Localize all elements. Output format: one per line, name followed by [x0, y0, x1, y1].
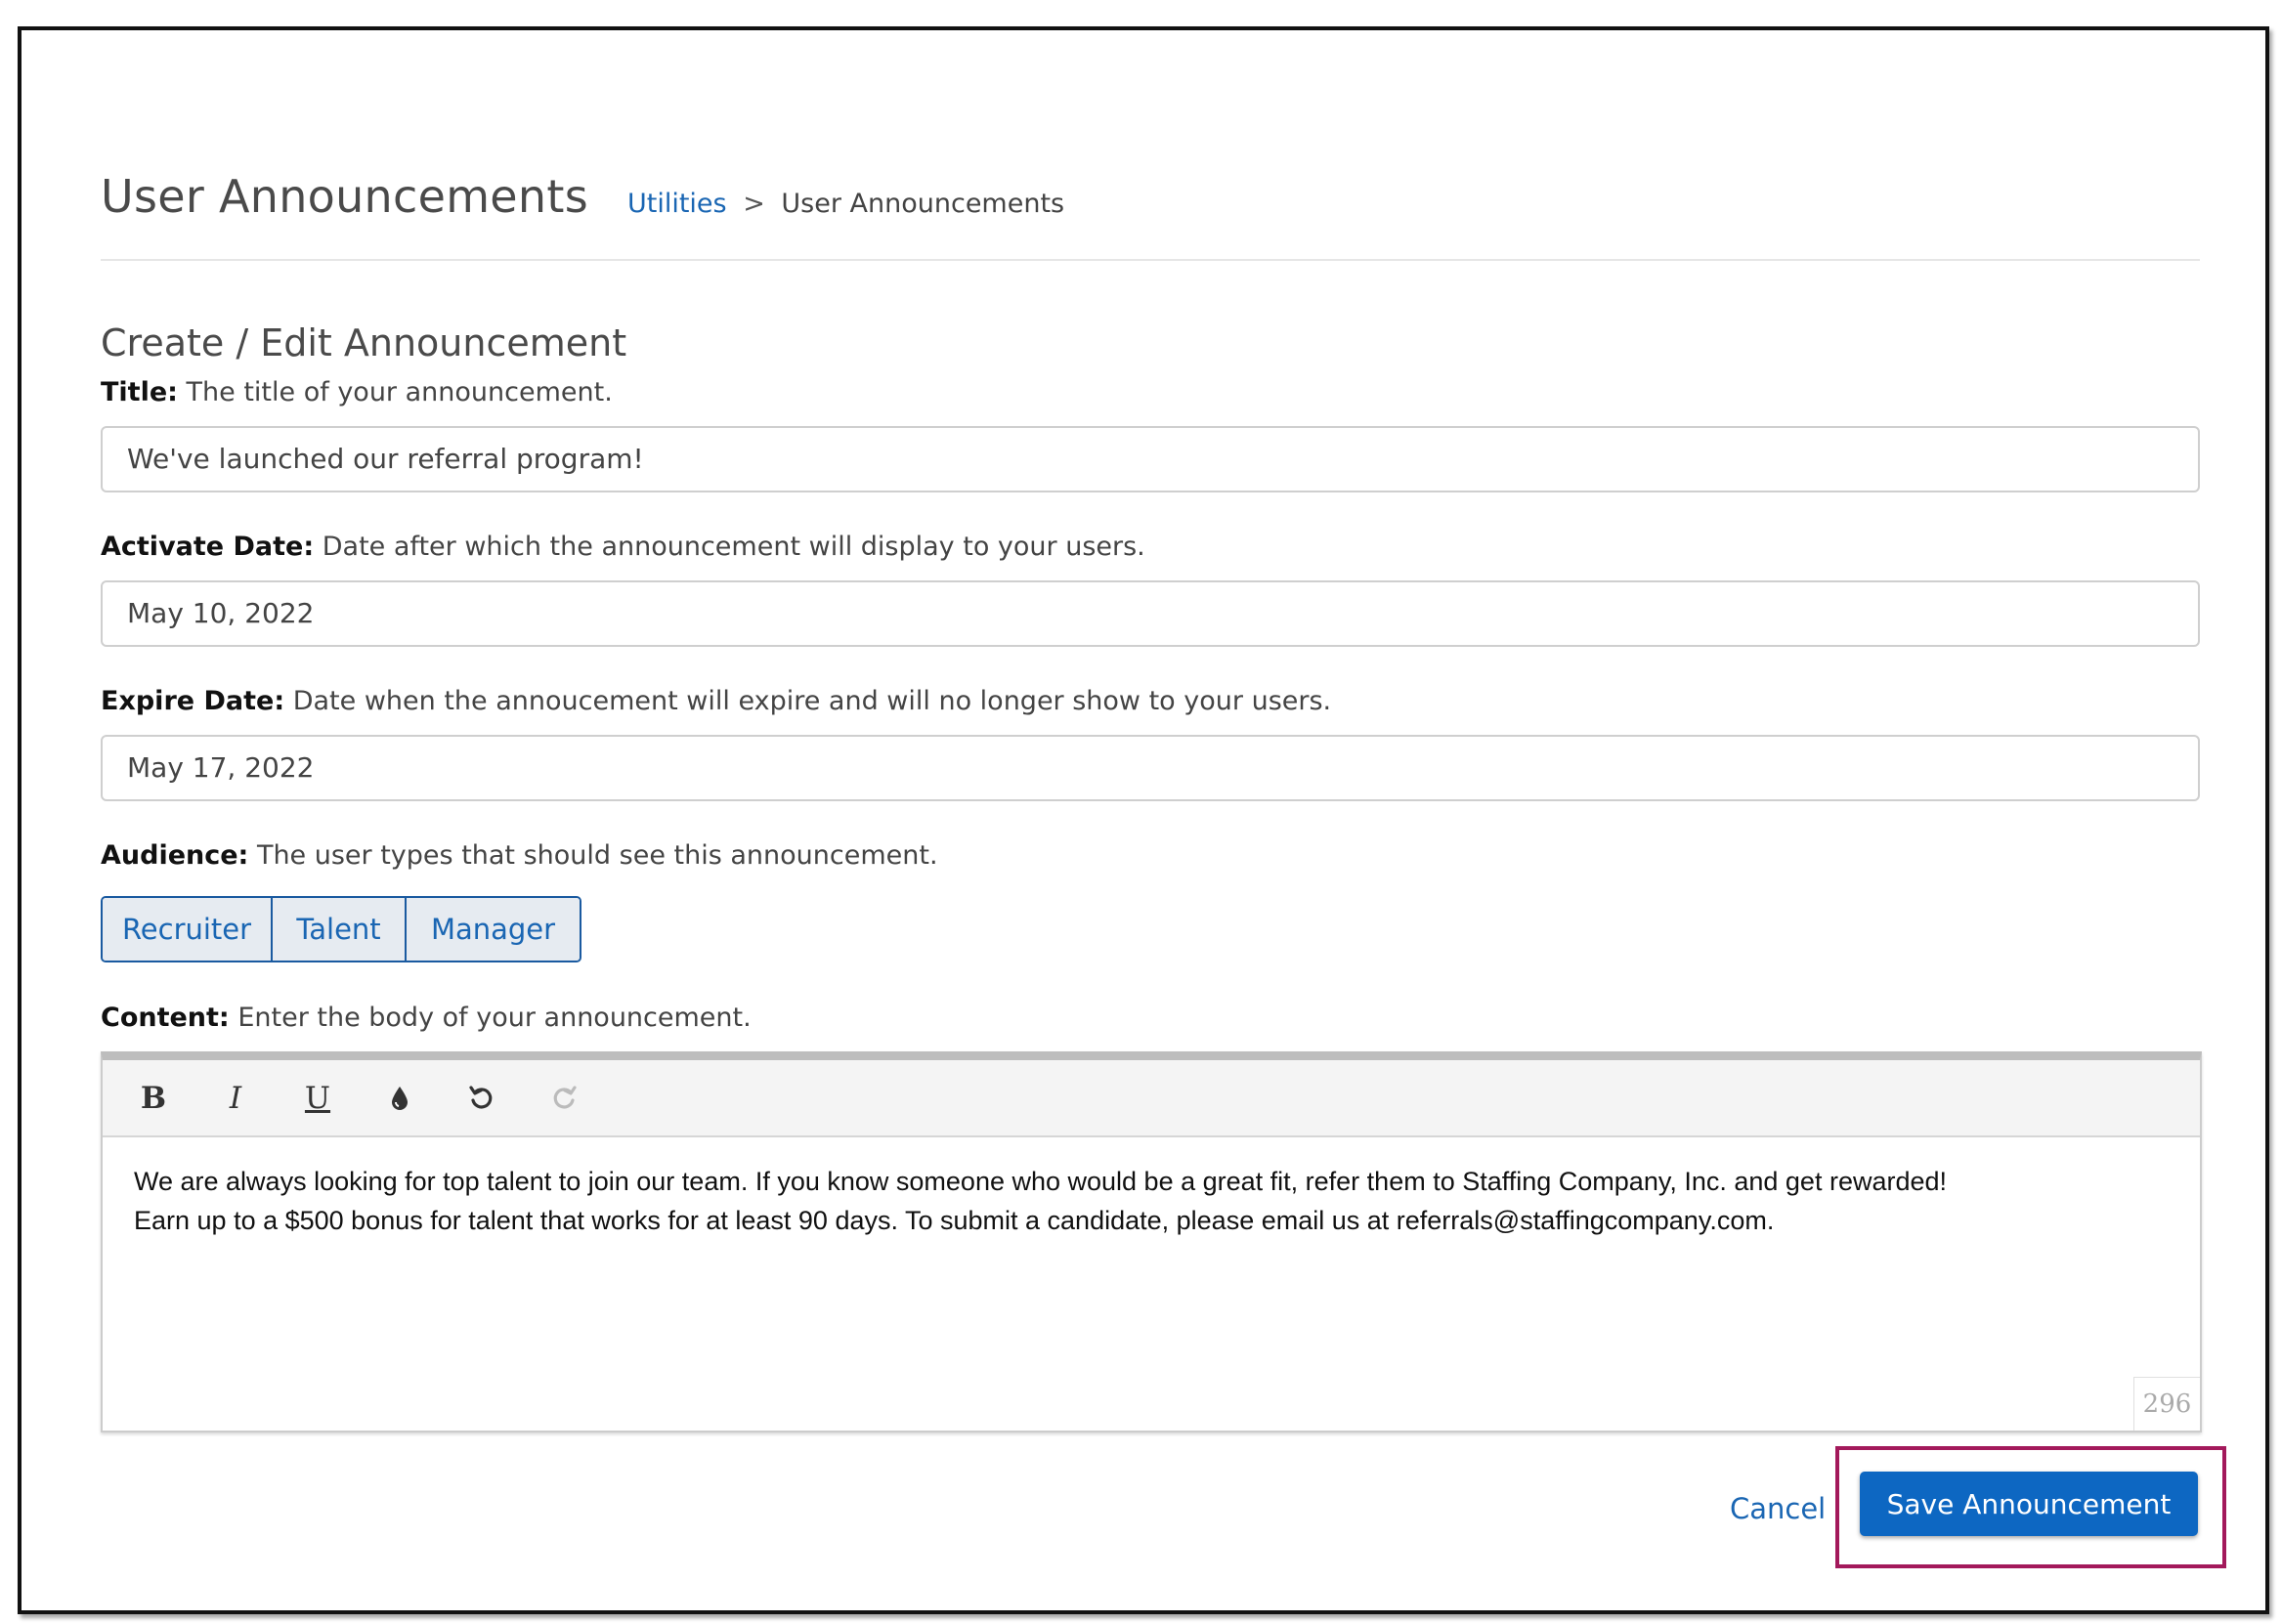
title-label: [101, 377, 613, 407]
character-count: 296: [2133, 1377, 2200, 1431]
breadcrumb-link-utilities[interactable]: Utilities: [626, 189, 727, 219]
editor-toolbar: [103, 1060, 2200, 1137]
save-button-highlight: [1835, 1446, 2226, 1568]
breadcrumb-separator: >: [743, 189, 765, 219]
breadcrumb: [627, 189, 1064, 219]
expire-date-label: [101, 686, 1331, 716]
cancel-button[interactable]: Cancel: [1730, 1492, 1827, 1525]
redo-icon-svg: [550, 1085, 578, 1112]
audience-talent-button[interactable]: Talent: [273, 898, 407, 961]
undo-icon[interactable]: [458, 1075, 505, 1122]
title-label-name: Title:: [101, 377, 178, 407]
bold-button[interactable]: B: [140, 1080, 167, 1116]
activate-date-label-name: Activate Date:: [101, 532, 315, 562]
audience-label-name: Audience:: [101, 840, 249, 871]
content-line-1: We are always looking for top talent to join our team. If you know someone who would be a great fit, refer them to Staffing Company, Inc. and get rewarded!: [134, 1167, 1948, 1196]
expire-date-label-description: Date when the annoucement will expire and will no longer show to your users.: [292, 686, 1332, 716]
page-header: [101, 170, 1064, 223]
audience-label: [101, 840, 938, 871]
header-divider: [101, 259, 2200, 261]
content-line-2: Earn up to a $500 bonus for talent that works for at least 90 days. To submit a candidate, please email us at referrals@staffingcompany.com.: [134, 1206, 1775, 1235]
audience-manager-button[interactable]: Manager: [407, 898, 580, 961]
title-label-description: The title of your announcement.: [186, 377, 613, 407]
content-editor: [101, 1051, 2202, 1432]
undo-icon-svg: [468, 1085, 495, 1112]
content-label-name: Content:: [101, 1003, 230, 1033]
breadcrumb-current: User Announcements: [781, 189, 1065, 219]
italic-button[interactable]: I: [229, 1080, 242, 1116]
page-content: [101, 30, 2200, 1610]
color-drop-icon[interactable]: [376, 1075, 423, 1122]
audience-button-group: [101, 896, 581, 962]
activate-date-input[interactable]: May 10, 2022: [101, 580, 2200, 647]
activate-date-label-description: Date after which the announcement will display to your users.: [322, 532, 1145, 562]
audience-label-description: The user types that should see this announcement.: [256, 840, 938, 871]
window-frame: [18, 26, 2269, 1614]
redo-icon[interactable]: [540, 1075, 587, 1122]
color-drop-icon-svg: [390, 1086, 409, 1111]
content-label-description: Enter the body of your announcement.: [237, 1003, 752, 1033]
editor-content-area[interactable]: [103, 1137, 2200, 1240]
underline-button[interactable]: U: [304, 1080, 331, 1116]
audience-recruiter-button[interactable]: Recruiter: [103, 898, 273, 961]
title-input[interactable]: We've launched our referral program!: [101, 426, 2200, 492]
expire-date-label-name: Expire Date:: [101, 686, 285, 716]
section-title: Create / Edit Announcement: [101, 321, 627, 364]
content-label: [101, 1003, 752, 1033]
save-announcement-button[interactable]: Save Announcement: [1860, 1472, 2198, 1536]
expire-date-input[interactable]: May 17, 2022: [101, 735, 2200, 801]
page-title: User Announcements: [101, 170, 588, 223]
activate-date-label: [101, 532, 1145, 562]
